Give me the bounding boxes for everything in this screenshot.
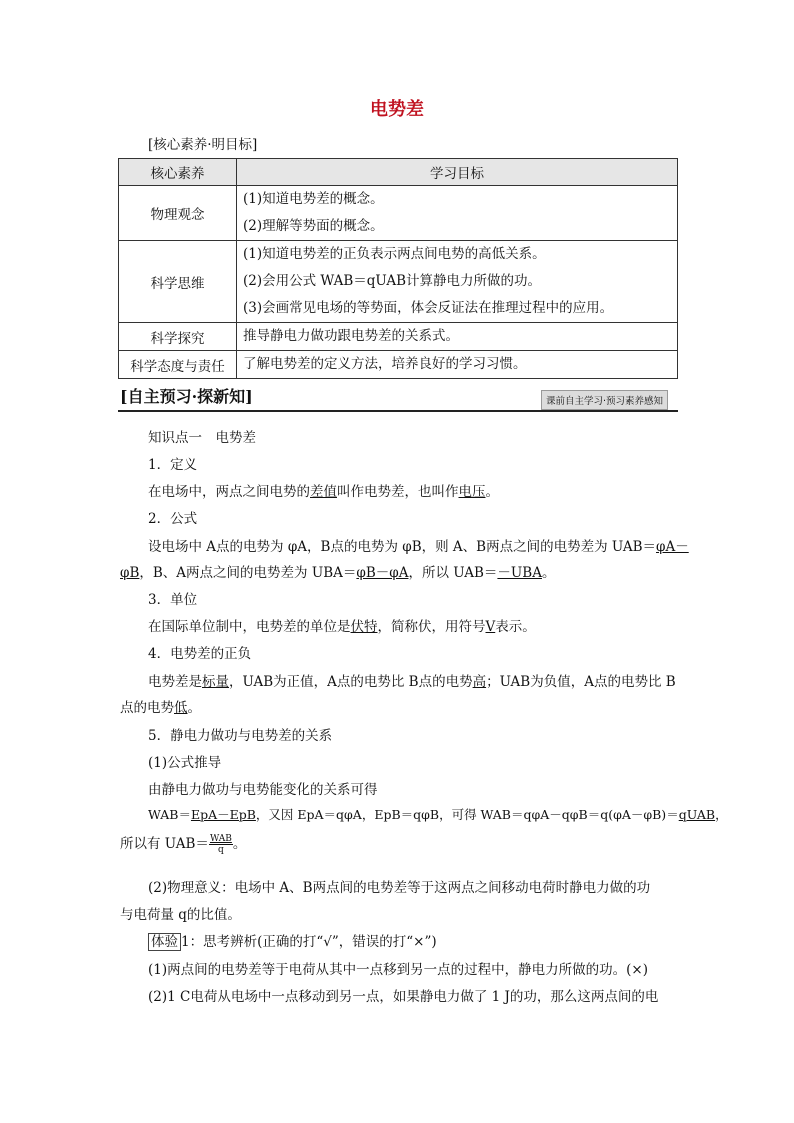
item-heading: 5．静电力做功与电势差的关系: [148, 728, 333, 744]
exercise-item: (2)1 C电荷从电场中一点移动到另一点，如果静电力做了 1 J的功，那么这两点间的电: [148, 989, 659, 1005]
paragraph: 由静电力做功与电势能变化的关系可得: [148, 782, 378, 798]
item-heading: 2．公式: [148, 511, 198, 527]
answer-blank: φA－: [656, 539, 689, 555]
answer-blank: qUAB: [678, 807, 716, 822]
item-heading: 1．定义: [148, 457, 198, 473]
goal-cell: [237, 186, 678, 241]
core-literacy-table: [118, 158, 678, 379]
core-literacy-heading: [核心素养·明目标]: [148, 137, 258, 153]
goal-line: 了解电势差的定义方法，培养良好的学习习惯。: [243, 356, 527, 372]
paragraph: 在国际单位制中，电势差的单位是伏特，简称伏，用符号V表示。: [148, 619, 536, 635]
fraction-numerator: WAB: [209, 834, 232, 844]
section-title: [自主预习·探新知]: [120, 387, 253, 406]
answer-blank: 伏特: [350, 619, 378, 635]
exercise-label-box: 体验: [148, 933, 181, 951]
paragraph: (2)物理意义：电场中 A、B两点间的电势差等于这两点之间移动电荷时静电力做的功: [148, 880, 651, 896]
table-header-cell: 学习目标: [237, 159, 678, 186]
section-tag: 课前自主学习·预习素养感知: [541, 390, 668, 410]
answer-blank: EpA－EpB: [190, 807, 256, 822]
item-heading: 4．电势差的正负: [148, 646, 252, 662]
paragraph: 设电场中 A点的电势为 φA，B点的电势为 φB，则 A、B两点之间的电势差为 UAB＝φA－: [148, 539, 689, 555]
answer-blank: 电压: [458, 484, 486, 500]
exercise-item: (1)两点间的电势差等于电荷从其中一点移到另一点的过程中，静电力所做的功。(×): [148, 962, 648, 978]
goal-cell: [237, 351, 678, 379]
goal-line: (2)会用公式 WAB＝qUAB计算静电力所做的功。: [243, 273, 542, 289]
category-cell: 科学思维: [119, 241, 237, 323]
formula-line: 所以有 UAB＝ $\frac{\text{WAB}}{q}$ 。: [120, 834, 247, 855]
goal-cell: [237, 241, 678, 323]
paragraph: 点的电势低。: [120, 700, 201, 716]
table-header-row: [119, 159, 678, 186]
answer-blank: 标量: [202, 674, 229, 690]
category-cell: 科学态度与责任: [119, 351, 237, 379]
paragraph: φB，B、A两点之间的电势差为 UBA＝φB－φA，所以 UAB＝－UBA。: [120, 565, 556, 581]
item-heading: 3．单位: [148, 592, 198, 608]
exercise-heading: 体验 1：思考辨析(正确的打“√”，错误的打“×”): [148, 930, 437, 950]
table-row: [119, 351, 678, 379]
goal-line: (2)理解等势面的概念。: [243, 218, 384, 234]
table-row: [119, 186, 678, 241]
answer-blank: 高: [472, 674, 487, 690]
table-header-cell: 核心素养: [119, 159, 237, 186]
knowledge-point-heading: 知识点一 电势差: [148, 430, 256, 446]
paragraph: 电势差是标量，UAB为正值，A点的电势比 B点的电势高；UAB为负值，A点的电势比 B: [148, 674, 676, 690]
paragraph: 在电场中，两点之间电势的差值叫作电势差，也叫作电压。: [148, 484, 499, 500]
section-header-bar: [118, 384, 678, 412]
goal-cell: [237, 323, 678, 351]
category-cell: 科学探究: [119, 323, 237, 351]
answer-blank: －UBA: [497, 565, 542, 581]
table-row: [119, 241, 678, 323]
answer-blank: V: [485, 619, 496, 635]
goal-line: (3)会画常见电场的等势面，体会反证法在推理过程中的应用。: [243, 300, 614, 316]
table-row: [119, 323, 678, 351]
goal-line: (1)知道电势差的正负表示两点间电势的高低关系。: [243, 246, 546, 262]
goal-line: (1)知道电势差的概念。: [243, 191, 384, 207]
answer-blank: 差值: [310, 484, 337, 500]
formula-line: WAB＝EpA－EpB，又因 EpA＝qφA，EpB＝qφB，可得 WAB＝qφA－qφB＝q(φA－φB)＝qUAB，: [148, 807, 728, 822]
fraction: [209, 834, 233, 855]
answer-blank: 低: [174, 700, 188, 716]
page-title: 电势差: [370, 99, 424, 120]
answer-blank: φB－φA: [356, 565, 409, 581]
fraction-denominator: q: [218, 845, 224, 855]
sub-heading: (1)公式推导: [148, 755, 222, 771]
category-cell: 物理观念: [119, 186, 237, 241]
answer-blank: φB: [120, 565, 140, 581]
goal-line: 推导静电力做功跟电势差的关系式。: [243, 328, 459, 344]
paragraph: 与电荷量 q的比值。: [120, 907, 241, 923]
